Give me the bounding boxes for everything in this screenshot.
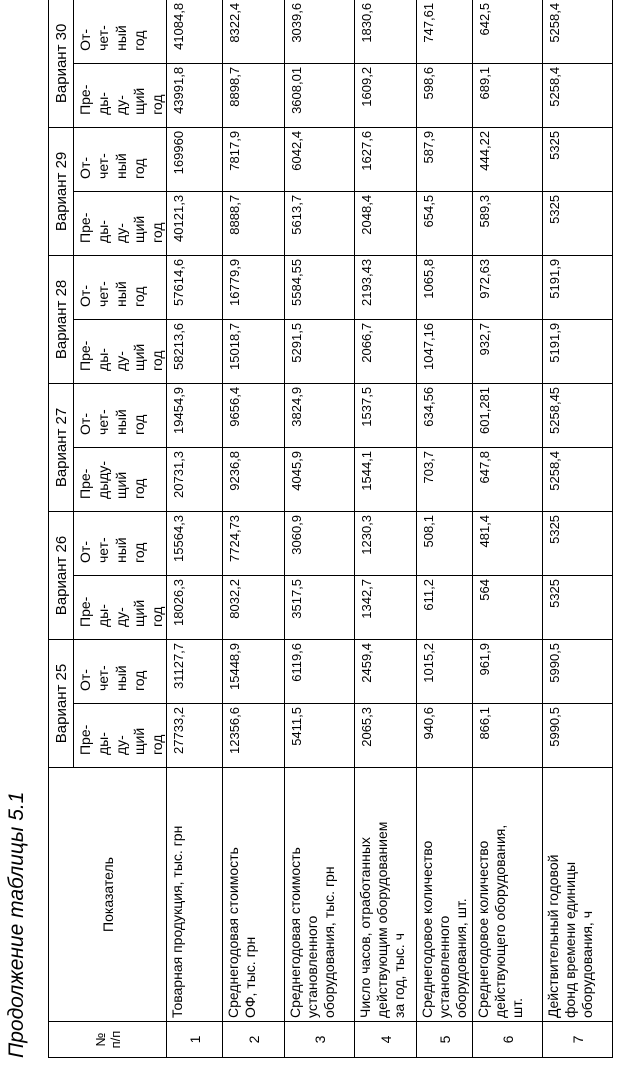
- table-row: [417, 0, 473, 1058]
- value-cell: 1065,8: [417, 255, 473, 319]
- value-cell: 5191,9: [543, 319, 613, 383]
- header-prev-year: Пре- дыду- щий год: [74, 447, 167, 511]
- value-cell: 16779,9: [223, 255, 285, 319]
- data-table: [48, 0, 613, 1058]
- value-cell: 1047,16: [417, 319, 473, 383]
- table-row: [355, 0, 417, 1058]
- value-cell: 5990,5: [543, 639, 613, 703]
- table-body: [167, 0, 613, 1058]
- value-cell: 481,4: [473, 511, 543, 575]
- value-cell: 5191,9: [543, 255, 613, 319]
- value-cell: 2065,3: [355, 704, 417, 768]
- value-cell: 444,22: [473, 127, 543, 191]
- header-indicator: Показатель: [49, 768, 167, 1022]
- value-cell: 5291,5: [285, 319, 355, 383]
- row-number: 3: [285, 1022, 355, 1058]
- row-indicator: Среднегодовая стоимость ОФ, тыс. грн: [223, 768, 285, 1022]
- value-cell: 15018,7: [223, 319, 285, 383]
- value-cell: 508,1: [417, 511, 473, 575]
- row-indicator: Среднегодовое количество действующего оборудования, шт.: [473, 768, 543, 1022]
- value-cell: 589,3: [473, 191, 543, 255]
- value-cell: 647,8: [473, 447, 543, 511]
- value-cell: 3039,6: [285, 0, 355, 63]
- value-cell: 601,281: [473, 383, 543, 447]
- value-cell: 18026,3: [167, 575, 223, 639]
- value-cell: 5258,4: [543, 0, 613, 63]
- value-cell: 9656,4: [223, 383, 285, 447]
- value-cell: 5613,7: [285, 191, 355, 255]
- header-no-label: № п/п: [92, 1030, 123, 1049]
- value-cell: 972,63: [473, 255, 543, 319]
- header-report-year: От- чет- ный год: [74, 127, 167, 191]
- row-number: 4: [355, 1022, 417, 1058]
- value-cell: 31127,7: [167, 639, 223, 703]
- value-cell: 15448,9: [223, 639, 285, 703]
- value-cell: 27733,2: [167, 704, 223, 768]
- value-cell: 7724,73: [223, 511, 285, 575]
- header-report-year: От- чет- ный год: [74, 511, 167, 575]
- row-number: 7: [543, 1022, 613, 1058]
- value-cell: 642,5: [473, 0, 543, 63]
- value-cell: 5325: [543, 511, 613, 575]
- value-cell: 5325: [543, 575, 613, 639]
- header-report-year: От- чет- ный год: [74, 0, 167, 63]
- value-cell: 5258,45: [543, 383, 613, 447]
- value-cell: 1627,6: [355, 127, 417, 191]
- value-cell: 866,1: [473, 704, 543, 768]
- value-cell: 41084,8: [167, 0, 223, 63]
- value-cell: 703,7: [417, 447, 473, 511]
- value-cell: 20731,3: [167, 447, 223, 511]
- header-report-year: От- чет- ный год: [74, 639, 167, 703]
- header-variant-26: Вариант 26: [49, 511, 74, 639]
- value-cell: 8322,4: [223, 0, 285, 63]
- value-cell: 1830,6: [355, 0, 417, 63]
- value-cell: 7817,9: [223, 127, 285, 191]
- value-cell: 634,56: [417, 383, 473, 447]
- row-number: 5: [417, 1022, 473, 1058]
- value-cell: 169960: [167, 127, 223, 191]
- table-row: [167, 0, 223, 1058]
- row-number: 6: [473, 1022, 543, 1058]
- header-variant-29: Вариант 29: [49, 127, 74, 255]
- value-cell: 43991,8: [167, 63, 223, 127]
- value-cell: 2066,7: [355, 319, 417, 383]
- table-row: [285, 0, 355, 1058]
- value-cell: 598,6: [417, 63, 473, 127]
- header-variant-30: Вариант 30: [49, 0, 74, 127]
- value-cell: 1609,2: [355, 63, 417, 127]
- header-no: [49, 1022, 167, 1058]
- value-cell: 3060,9: [285, 511, 355, 575]
- value-cell: 6042,4: [285, 127, 355, 191]
- header-prev-year: Пре- ды- ду- щий год: [74, 704, 167, 768]
- table-row: [543, 0, 613, 1058]
- value-cell: 1015,2: [417, 639, 473, 703]
- value-cell: 611,2: [417, 575, 473, 639]
- header-variant-27: Вариант 27: [49, 383, 74, 511]
- value-cell: 587,9: [417, 127, 473, 191]
- value-cell: 564: [473, 575, 543, 639]
- value-cell: 940,6: [417, 704, 473, 768]
- value-cell: 57614,6: [167, 255, 223, 319]
- row-indicator: Товарная продукция, тыс. грн: [167, 768, 223, 1022]
- value-cell: 12356,6: [223, 704, 285, 768]
- value-cell: 1537,5: [355, 383, 417, 447]
- value-cell: 15564,3: [167, 511, 223, 575]
- value-cell: 5325: [543, 127, 613, 191]
- table-row: [223, 0, 285, 1058]
- row-number: 2: [223, 1022, 285, 1058]
- value-cell: 689,1: [473, 63, 543, 127]
- row-indicator: Среднегодовая стоимость установленного оборудования, тыс. грн: [285, 768, 355, 1022]
- value-cell: 3824,9: [285, 383, 355, 447]
- table-row: [473, 0, 543, 1058]
- row-indicator: Среднегодовое количество установленного оборудования, шт.: [417, 768, 473, 1022]
- row-indicator: Действительный годовой фонд времени единицы оборудования, ч: [543, 768, 613, 1022]
- header-prev-year: Пре- ды- ду- щий год: [74, 191, 167, 255]
- table-caption: Продолжение таблицы 5.1: [5, 791, 28, 1058]
- value-cell: 2193,43: [355, 255, 417, 319]
- value-cell: 8032,2: [223, 575, 285, 639]
- value-cell: 3517,5: [285, 575, 355, 639]
- value-cell: 19454,9: [167, 383, 223, 447]
- value-cell: 747,61: [417, 0, 473, 63]
- value-cell: 58213,6: [167, 319, 223, 383]
- value-cell: 9236,8: [223, 447, 285, 511]
- value-cell: 5411,5: [285, 704, 355, 768]
- header-prev-year: Пре- ды- ду- щий год: [74, 319, 167, 383]
- value-cell: 5325: [543, 191, 613, 255]
- value-cell: 1342,7: [355, 575, 417, 639]
- value-cell: 5990,5: [543, 704, 613, 768]
- value-cell: 4045,9: [285, 447, 355, 511]
- header-prev-year: Пре- ды- ду- щий год: [74, 63, 167, 127]
- header-report-year: От- чет- ный год: [74, 383, 167, 447]
- header-variant-25: Вариант 25: [49, 639, 74, 767]
- value-cell: 654,5: [417, 191, 473, 255]
- header-report-year: От- чет- ный год: [74, 255, 167, 319]
- value-cell: 8898,7: [223, 63, 285, 127]
- value-cell: 1544,1: [355, 447, 417, 511]
- value-cell: 1230,3: [355, 511, 417, 575]
- value-cell: 8888,7: [223, 191, 285, 255]
- value-cell: 2048,4: [355, 191, 417, 255]
- header-variant-28: Вариант 28: [49, 255, 74, 383]
- value-cell: 3608,01: [285, 63, 355, 127]
- value-cell: 932,7: [473, 319, 543, 383]
- value-cell: 961,9: [473, 639, 543, 703]
- row-indicator: Число часов, отработанных действующим оборудованием за год, тыс. ч: [355, 768, 417, 1022]
- row-number: 1: [167, 1022, 223, 1058]
- value-cell: 5584,55: [285, 255, 355, 319]
- header-prev-year: Пре- ды- ду- щий год: [74, 575, 167, 639]
- value-cell: 6119,6: [285, 639, 355, 703]
- value-cell: 2459,4: [355, 639, 417, 703]
- value-cell: 40121,3: [167, 191, 223, 255]
- value-cell: 5258,4: [543, 63, 613, 127]
- value-cell: 5258,4: [543, 447, 613, 511]
